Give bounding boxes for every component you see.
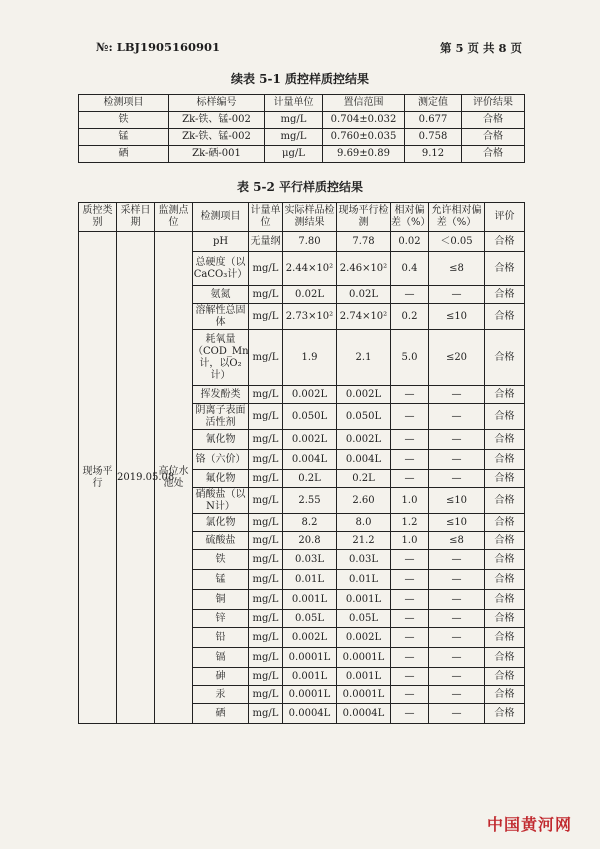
table-cell: — [429,570,485,590]
table-cell: 镉 [193,648,249,668]
table-cell: 汞 [193,686,249,704]
table-cell: — [391,686,429,704]
table-cell: 5.0 [391,330,429,386]
table-cell: 合格 [485,286,525,304]
table-cell: 0.760±0.035 [323,129,405,146]
table-cell: ≤10 [429,488,485,514]
table-cell: 7.78 [337,232,391,252]
parallel-sample-table [78,202,525,724]
table-cell: 2.74×10² [337,304,391,330]
table-cell: — [429,286,485,304]
table-row [79,112,525,129]
table-cell: — [391,404,429,430]
table-cell: 9.12 [405,146,462,163]
table-cell: — [429,386,485,404]
table-cell: — [391,610,429,628]
table-cell: — [391,286,429,304]
table-row [79,232,525,252]
table-cell: 0.002L [337,430,391,450]
table-cell: 合格 [485,304,525,330]
table-cell: ≤10 [429,304,485,330]
table-cell: 氟化物 [193,470,249,488]
table-cell: 铜 [193,590,249,610]
table-cell: 0.001L [337,668,391,686]
table-cell: 0.704±0.032 [323,112,405,129]
table-cell: — [429,610,485,628]
table-cell: 0.050L [337,404,391,430]
table-cell: 耗氧量（COD_Mn计，以O₂计） [193,330,249,386]
table-cell: ≤8 [429,252,485,286]
table-cell: 0.002L [337,386,391,404]
table-cell: mg/L [249,450,283,470]
table-cell: mg/L [249,470,283,488]
table-cell: 2.73×10² [283,304,337,330]
table-cell: — [391,628,429,648]
table-cell: — [429,590,485,610]
table-cell: — [391,704,429,724]
table-cell: 硝酸盐（以N计） [193,488,249,514]
column-header: 计量单位 [249,203,283,232]
table-cell: 0.0001L [283,686,337,704]
table-cell: 1.9 [283,330,337,386]
sampling-date-cell: 2019.05.08 [117,232,155,724]
table-cell: 0.758 [405,129,462,146]
table-cell: — [429,470,485,488]
table-cell: 氨氮 [193,286,249,304]
table-cell: 合格 [485,252,525,286]
table2-header-row [79,203,525,232]
table-cell: 合格 [485,488,525,514]
table-cell: 0.0001L [337,648,391,668]
table-cell: 合格 [485,330,525,386]
table-cell: 合格 [485,570,525,590]
table-cell: 0.677 [405,112,462,129]
table-cell: 2.60 [337,488,391,514]
table-cell: Zk-铁、锰-002 [169,112,265,129]
table-cell: ＜0.05 [429,232,485,252]
table-cell: 合格 [485,550,525,570]
table-cell: 1.0 [391,488,429,514]
table-cell: mg/L [249,330,283,386]
column-header: 评价结果 [462,95,525,112]
table-cell: 合格 [485,668,525,686]
report-number: №: LBJ1905160901 [96,40,221,54]
table-cell: 0.02 [391,232,429,252]
table-cell: mg/L [249,252,283,286]
table-cell: mg/L [265,112,323,129]
table-cell: 0.004L [283,450,337,470]
table-cell: 0.0001L [337,686,391,704]
table-cell: 8.2 [283,514,337,532]
table-cell: 硒 [193,704,249,724]
table-cell: 0.4 [391,252,429,286]
table-cell: 0.001L [283,668,337,686]
table1-body [79,112,525,163]
table-cell: 0.2L [283,470,337,488]
table-cell: 1.2 [391,514,429,532]
table-cell: Zk-硒-001 [169,146,265,163]
table-cell: 2.46×10² [337,252,391,286]
table-cell: 总硬度（以CaCO₃计） [193,252,249,286]
table-cell: 0.02L [337,286,391,304]
table-cell: 2.55 [283,488,337,514]
table2-caption: 表 5-2 平行样质控结果 [236,180,364,194]
table-cell: 铅 [193,628,249,648]
table-cell: 氯化物 [193,514,249,532]
table-cell: — [429,450,485,470]
column-header: 现场平行检测 [337,203,391,232]
table-cell: mg/L [249,488,283,514]
column-header: 监测点位 [155,203,193,232]
column-header: 相对偏差（%） [391,203,429,232]
table-cell: 挥发酚类 [193,386,249,404]
table-cell: Zk-铁、锰-002 [169,129,265,146]
table-cell: 合格 [485,430,525,450]
table-cell: mg/L [249,286,283,304]
table-cell: — [391,450,429,470]
table-cell: — [391,570,429,590]
table-cell: 合格 [485,686,525,704]
table-cell: — [429,550,485,570]
table-cell: 0.0001L [283,648,337,668]
table-cell: 合格 [485,610,525,628]
table-cell: 锌 [193,610,249,628]
table-cell: mg/L [249,550,283,570]
table-cell: 0.004L [337,450,391,470]
table-cell: 合格 [485,470,525,488]
table-cell: 合格 [485,648,525,668]
table-cell: 0.05L [283,610,337,628]
table-cell: — [391,430,429,450]
table-cell: 0.2L [337,470,391,488]
column-header: 质控类别 [79,203,117,232]
table-cell: 合格 [485,404,525,430]
table-cell: mg/L [249,590,283,610]
table-cell: mg/L [249,514,283,532]
table-cell: 0.001L [283,590,337,610]
table-cell: 0.002L [283,386,337,404]
table-cell: mg/L [249,430,283,450]
table-cell: — [391,550,429,570]
table-cell: 合格 [462,146,525,163]
table-cell: — [429,704,485,724]
table-cell: 铁 [193,550,249,570]
table-cell: — [429,404,485,430]
table-cell: 0.002L [283,430,337,450]
table-cell: mg/L [249,386,283,404]
table-cell: 砷 [193,668,249,686]
table-cell: 合格 [462,129,525,146]
column-header: 检测项目 [193,203,249,232]
table-cell: 锰 [79,129,169,146]
table-cell: 铁 [79,112,169,129]
table-cell: 0.03L [337,550,391,570]
table-cell: 合格 [485,514,525,532]
table-cell: — [391,470,429,488]
table-cell: 氰化物 [193,430,249,450]
table-cell: 0.002L [337,628,391,648]
watermark-logo: 中国黄河网 [486,815,572,834]
table-cell: 2.44×10² [283,252,337,286]
table-cell: 阴离子表面活性剂 [193,404,249,430]
table-cell: — [391,590,429,610]
table-cell: 7.80 [283,232,337,252]
qc-category-cell: 现场平行 [79,232,117,724]
table-cell: 0.2 [391,304,429,330]
table-cell: mg/L [249,628,283,648]
column-header: 标样编号 [169,95,265,112]
table-cell: mg/L [249,404,283,430]
table-cell: 0.02L [283,286,337,304]
table1-caption: 续表 5-1 质控样质控结果 [230,72,370,86]
table-cell: mg/L [249,686,283,704]
table-cell: mg/L [249,610,283,628]
table-cell: ≤20 [429,330,485,386]
table-cell: 合格 [485,628,525,648]
table-cell: ≤8 [429,532,485,550]
table-cell: 9.69±0.89 [323,146,405,163]
column-header: 采样日期 [117,203,155,232]
table-cell: 0.050L [283,404,337,430]
table-cell: 21.2 [337,532,391,550]
table-cell: 合格 [485,590,525,610]
table-cell: 硫酸盐 [193,532,249,550]
table-cell: 0.05L [337,610,391,628]
table-cell: 0.0004L [337,704,391,724]
qc-sample-table [78,94,525,163]
table-cell: μg/L [265,146,323,163]
table-cell: 0.03L [283,550,337,570]
column-header: 实际样品检测结果 [283,203,337,232]
column-header: 检测项目 [79,95,169,112]
column-header: 允许相对偏差（%） [429,203,485,232]
table-cell: 合格 [485,704,525,724]
table-row [79,146,525,163]
table-cell: — [429,648,485,668]
table-cell: 铬（六价） [193,450,249,470]
monitoring-point-cell: 高位水池处 [155,232,193,724]
table-cell: 合格 [485,450,525,470]
table-cell: 0.002L [283,628,337,648]
table-cell: — [391,386,429,404]
column-header: 置信范围 [323,95,405,112]
table-cell: ≤10 [429,514,485,532]
column-header: 计量单位 [265,95,323,112]
table-cell: 合格 [485,532,525,550]
table-cell: 合格 [485,232,525,252]
table-row [79,129,525,146]
table-cell: — [391,668,429,686]
table-cell: mg/L [249,648,283,668]
table-cell: mg/L [249,704,283,724]
table-cell: mg/L [249,668,283,686]
table-cell: — [429,686,485,704]
table1-header-row [79,95,525,112]
table-cell: 1.0 [391,532,429,550]
table-cell: 合格 [485,386,525,404]
table-cell: 溶解性总固体 [193,304,249,330]
table-cell: — [391,648,429,668]
table-cell: 8.0 [337,514,391,532]
page-indicator: 第 5 页 共 8 页 [439,41,522,55]
table-cell: 无量纲 [249,232,283,252]
table-cell: mg/L [249,570,283,590]
table-cell: 0.01L [283,570,337,590]
column-header: 评价 [485,203,525,232]
table-cell: 0.001L [337,590,391,610]
table2-body [79,232,525,724]
column-header: 测定值 [405,95,462,112]
table-cell: mg/L [249,532,283,550]
table-cell: 0.0004L [283,704,337,724]
table-cell: — [429,628,485,648]
table-cell: — [429,668,485,686]
table-cell: 锰 [193,570,249,590]
table-cell: 20.8 [283,532,337,550]
table-cell: pH [193,232,249,252]
table-cell: 0.01L [337,570,391,590]
table-cell: mg/L [265,129,323,146]
table-cell: — [429,430,485,450]
table-cell: mg/L [249,304,283,330]
table-cell: 2.1 [337,330,391,386]
table-cell: 硒 [79,146,169,163]
table-cell: 合格 [462,112,525,129]
